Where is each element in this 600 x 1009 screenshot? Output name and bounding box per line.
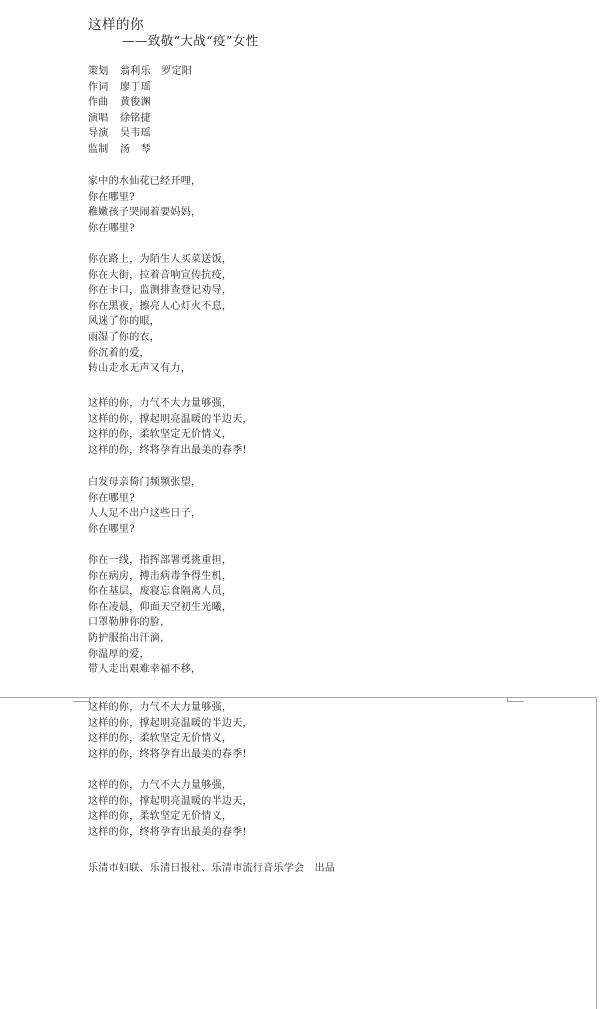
lyric-line: 这样的你，撑起明亮温暖的半边天， — [88, 795, 253, 807]
lyrics-stanza-5 — [88, 553, 232, 678]
lyric-line: 这样的你，撑起明亮温暖的半边天， — [88, 717, 253, 729]
lyric-line: 这样的你，柔软坚定无价情义， — [88, 733, 233, 745]
lyric-line: 转山走水无声又有力， — [88, 363, 191, 375]
lyric-line: 你在卡口，监测排查登记劝导， — [88, 285, 233, 297]
lyric-line: 你在哪里? — [88, 191, 135, 203]
lyrics-stanza-6 — [88, 700, 253, 762]
lyric-line: 你在哪里? — [88, 492, 135, 504]
lyrics-stanza-7 — [88, 778, 253, 840]
lyric-line: 雨湿了你的衣， — [88, 331, 161, 343]
lyric-line: 带人走出艰难幸福不移， — [88, 664, 202, 676]
song-title: 这样的你 — [88, 17, 144, 33]
credit-name: 廖丁瑶 — [120, 81, 151, 93]
lyrics-stanza-3 — [88, 396, 253, 458]
lyric-line: 这样的你，力气不大力量够强， — [88, 780, 233, 791]
lyric-line: 你在大街，拉着音响宣传抗疫， — [88, 269, 233, 281]
lyric-line: 人人足不出户这些日子， — [88, 508, 202, 520]
lyric-line: 你在哪里? — [88, 222, 135, 234]
credit-name: 翁利乐 罗定阳 — [120, 66, 193, 77]
credit-role: 演唱 — [88, 112, 109, 124]
lyric-line: 防护服掐出汗滴， — [88, 632, 171, 644]
credit-role: 导演 — [88, 128, 109, 140]
lyric-line: 你沉着的爱， — [88, 347, 150, 359]
lyrics-stanza-4 — [88, 475, 201, 537]
lyrics-stanza-2 — [88, 252, 232, 377]
credit-name: 汤 琴 — [120, 143, 151, 155]
lyric-line: 风迷了你的眼， — [88, 316, 161, 328]
credits-list — [88, 64, 192, 158]
lyric-line: 稚嫩孩子哭闹着要妈妈， — [88, 207, 202, 219]
lyric-line: 你在哪里? — [88, 523, 135, 535]
lyrics-stanza-1 — [88, 174, 201, 236]
credit-name: 徐铭捷 — [120, 112, 151, 124]
credit-role: 策划 — [88, 66, 109, 77]
lyric-line: 这样的你，力气不大力量够强， — [88, 702, 233, 713]
lyric-line: 这样的你，柔软坚定无价情义， — [88, 811, 233, 823]
credit-role: 作词 — [88, 81, 109, 93]
credit-line — [88, 64, 192, 80]
lyric-line: 这样的你，终将孕育出最美的春季! — [88, 444, 247, 456]
lyric-line: 这样的你，终将孕育出最美的春季! — [88, 826, 247, 838]
credit-name: 吴韦瑶 — [120, 128, 151, 140]
credit-role: 监制 — [88, 143, 109, 155]
lyric-line: 这样的你，撑起明亮温暖的半边天， — [88, 413, 253, 425]
lyric-line: 你在一线，指挥部署勇挑重担， — [88, 555, 233, 566]
lyric-line: 家中的水仙花已经开哩， — [88, 176, 202, 187]
producer-credit: 乐清市妇联、乐清日报社、乐清市流行音乐学会 出品 — [88, 863, 336, 874]
lyric-line: 白发母亲倚门频频张望， — [88, 477, 202, 488]
credit-line — [88, 142, 192, 158]
credit-line — [88, 126, 192, 142]
credit-line — [88, 95, 192, 111]
lyric-line: 你在路上，为陌生人买菜送饭， — [88, 254, 233, 265]
lyric-line: 口罩勒肿你的脸， — [88, 617, 171, 629]
margin-corner-mark-right — [507, 698, 524, 702]
credit-line — [88, 80, 192, 96]
lyric-line: 你在凌晨，仰面天空初生光曦， — [88, 601, 233, 613]
credit-role: 作曲 — [88, 97, 109, 109]
lyric-line: 你在黑夜，擦亮人心灯火不息， — [88, 300, 233, 312]
credit-line — [88, 111, 192, 127]
credit-name: 黄俊渊 — [120, 97, 151, 109]
lyric-line: 你在病房，搏击病毒争得生机， — [88, 570, 233, 582]
lyric-line: 这样的你，终将孕育出最美的春季! — [88, 748, 247, 760]
song-subtitle: ——致敬“大战“疫”女性 — [122, 33, 259, 48]
lyric-line: 你在基层，废寝忘食隔离人员， — [88, 586, 233, 598]
lyric-line: 你温厚的爱， — [88, 648, 150, 660]
lyric-line: 这样的你，柔软坚定无价情义， — [88, 429, 233, 441]
lyric-line: 这样的你，力气不大力量够强， — [88, 398, 233, 409]
